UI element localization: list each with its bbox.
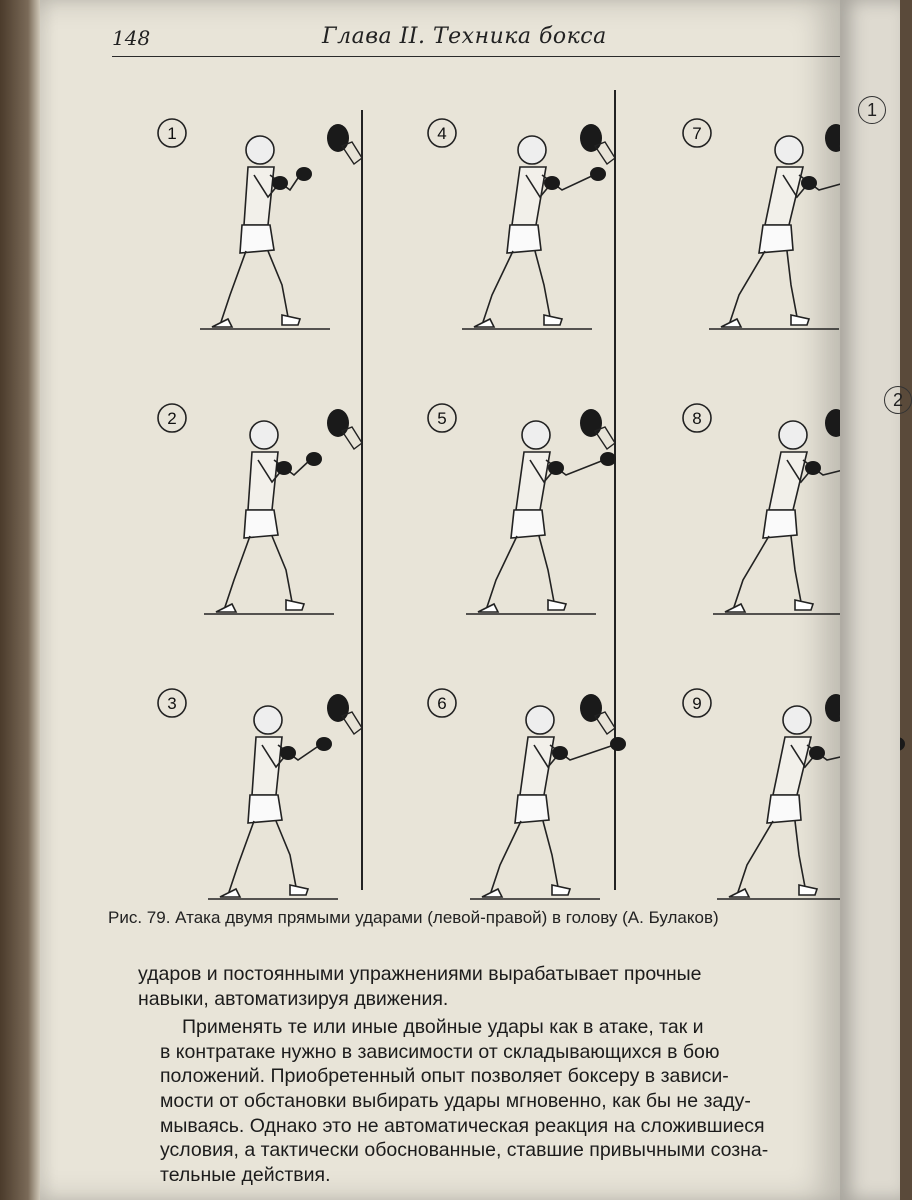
boxer-lead-leg [543, 821, 558, 887]
frame-1 [158, 119, 362, 329]
boxer-head [526, 706, 554, 734]
boxer-shorts [763, 510, 797, 538]
frame-6 [428, 689, 626, 899]
text-line: условия, а тактически обоснованные, ставшие привычными созна- [160, 1139, 769, 1162]
boxer-lead-leg [276, 821, 296, 887]
boxer-head [783, 706, 811, 734]
boxer-shoe [548, 600, 566, 610]
next-page-edge [840, 0, 903, 1200]
boxer-glove [548, 461, 564, 475]
boxer-glove [316, 737, 332, 751]
text-line: мости от обстановки выбирать удары мгновенно, как бы не заду- [160, 1089, 751, 1112]
paragraph-1 [138, 962, 844, 1011]
boxer-head [779, 421, 807, 449]
margin-frame-label: 2 [884, 386, 912, 414]
boxer-rear-leg [486, 536, 517, 610]
boxer-head [775, 136, 803, 164]
boxer-shoe [552, 885, 570, 895]
boxer-glove [809, 746, 825, 760]
boxer-shorts [759, 225, 793, 253]
book-edge [0, 0, 40, 1200]
page-number: 148 [112, 26, 151, 50]
boxer-glove [552, 746, 568, 760]
boxer-glove [306, 452, 322, 466]
frame-number: 6 [437, 694, 447, 713]
boxer-rear-leg [737, 821, 773, 895]
boxer-lead-leg [268, 251, 288, 317]
boxer-shorts [767, 795, 801, 823]
boxer-lead-leg [272, 536, 292, 602]
boxer-head [250, 421, 278, 449]
boxer-shorts [511, 510, 545, 538]
chapter-title: Глава II. Техника бокса [322, 24, 607, 49]
book-page [40, 0, 840, 1200]
boxer-glove [544, 176, 560, 190]
frame-5 [428, 404, 616, 614]
opponent-glove [580, 124, 602, 152]
body-text [138, 962, 844, 1187]
frame-3 [158, 689, 362, 899]
frame-number: 2 [167, 409, 177, 428]
text-line: тельные действия. [160, 1163, 331, 1186]
text-line: ударов и постоянными упражнениями вырабатывает прочные [138, 963, 702, 985]
boxer-lead-leg [795, 821, 805, 887]
boxer-shoe [544, 315, 562, 325]
running-head [112, 22, 842, 57]
frame-number: 9 [692, 694, 702, 713]
opponent-sleeve [595, 142, 615, 164]
boxer-glove [272, 176, 288, 190]
frame-number: 1 [167, 124, 177, 143]
opponent-sleeve [342, 142, 362, 164]
boxer-glove [801, 176, 817, 190]
boxer-lead-leg [787, 251, 797, 317]
text-line: навыки, автоматизируя движения. [138, 987, 449, 1010]
boxer-shorts [240, 225, 274, 253]
opponent-sleeve [595, 427, 615, 449]
paragraph-2 [138, 1015, 844, 1187]
boxer-head [522, 421, 550, 449]
frame-number: 7 [692, 124, 702, 143]
boxer-head [518, 136, 546, 164]
boxer-head [246, 136, 274, 164]
text-line: Применять те или иные двойные удары как в атаке, так и [182, 1016, 704, 1039]
boxer-shoe [799, 885, 817, 895]
frame-number: 3 [167, 694, 177, 713]
boxer-rear-leg [733, 536, 769, 610]
boxer-shoe [791, 315, 809, 325]
boxer-glove [280, 746, 296, 760]
boxer-rear-leg [220, 251, 246, 325]
boxer-glove [610, 737, 626, 751]
boxer-shoe [290, 885, 308, 895]
opponent-glove [580, 409, 602, 437]
text-line: в контратаке нужно в зависимости от складывающихся в бою [160, 1040, 720, 1063]
boxer-shorts [248, 795, 282, 823]
boxer-glove [600, 452, 616, 466]
boxing-sequence-illustration [80, 60, 840, 910]
boxer-shoe [282, 315, 300, 325]
boxer-glove [276, 461, 292, 475]
boxer-shorts [507, 225, 541, 253]
text-line: мываясь. Однако это не автоматическая реакция на сложившиеся [160, 1114, 765, 1137]
opponent-sleeve [595, 712, 615, 734]
frame-number: 8 [692, 409, 702, 428]
boxer-glove [805, 461, 821, 475]
opponent-glove [327, 694, 349, 722]
boxer-shoe [286, 600, 304, 610]
figure-79 [80, 60, 880, 920]
boxer-lead-leg [535, 251, 550, 317]
frame-2 [158, 404, 362, 614]
boxer-rear-leg [729, 251, 765, 325]
text-line: положений. Приобретенный опыт позволяет боксеру в зависи- [160, 1065, 729, 1088]
boxer-lead-leg [539, 536, 554, 602]
frame-number: 5 [437, 409, 447, 428]
opponent-glove [327, 124, 349, 152]
boxer-rear-leg [228, 821, 254, 895]
boxer-glove [296, 167, 312, 181]
boxer-rear-leg [490, 821, 521, 895]
opponent-glove [580, 694, 602, 722]
figure-caption: Рис. 79. Атака двумя прямыми ударами (левой-правой) в голову (А. Булаков) [108, 908, 719, 927]
opponent-sleeve [342, 712, 362, 734]
boxer-rear-leg [482, 251, 513, 325]
boxer-glove [590, 167, 606, 181]
margin-frame-label: 1 [858, 96, 886, 124]
boxer-head [254, 706, 282, 734]
opponent-glove [327, 409, 349, 437]
boxer-shoe [795, 600, 813, 610]
boxer-shorts [515, 795, 549, 823]
boxer-lead-leg [791, 536, 801, 602]
frame-number: 4 [437, 124, 447, 143]
opponent-sleeve [342, 427, 362, 449]
boxer-rear-leg [224, 536, 250, 610]
frame-4 [428, 119, 615, 329]
boxer-shorts [244, 510, 278, 538]
